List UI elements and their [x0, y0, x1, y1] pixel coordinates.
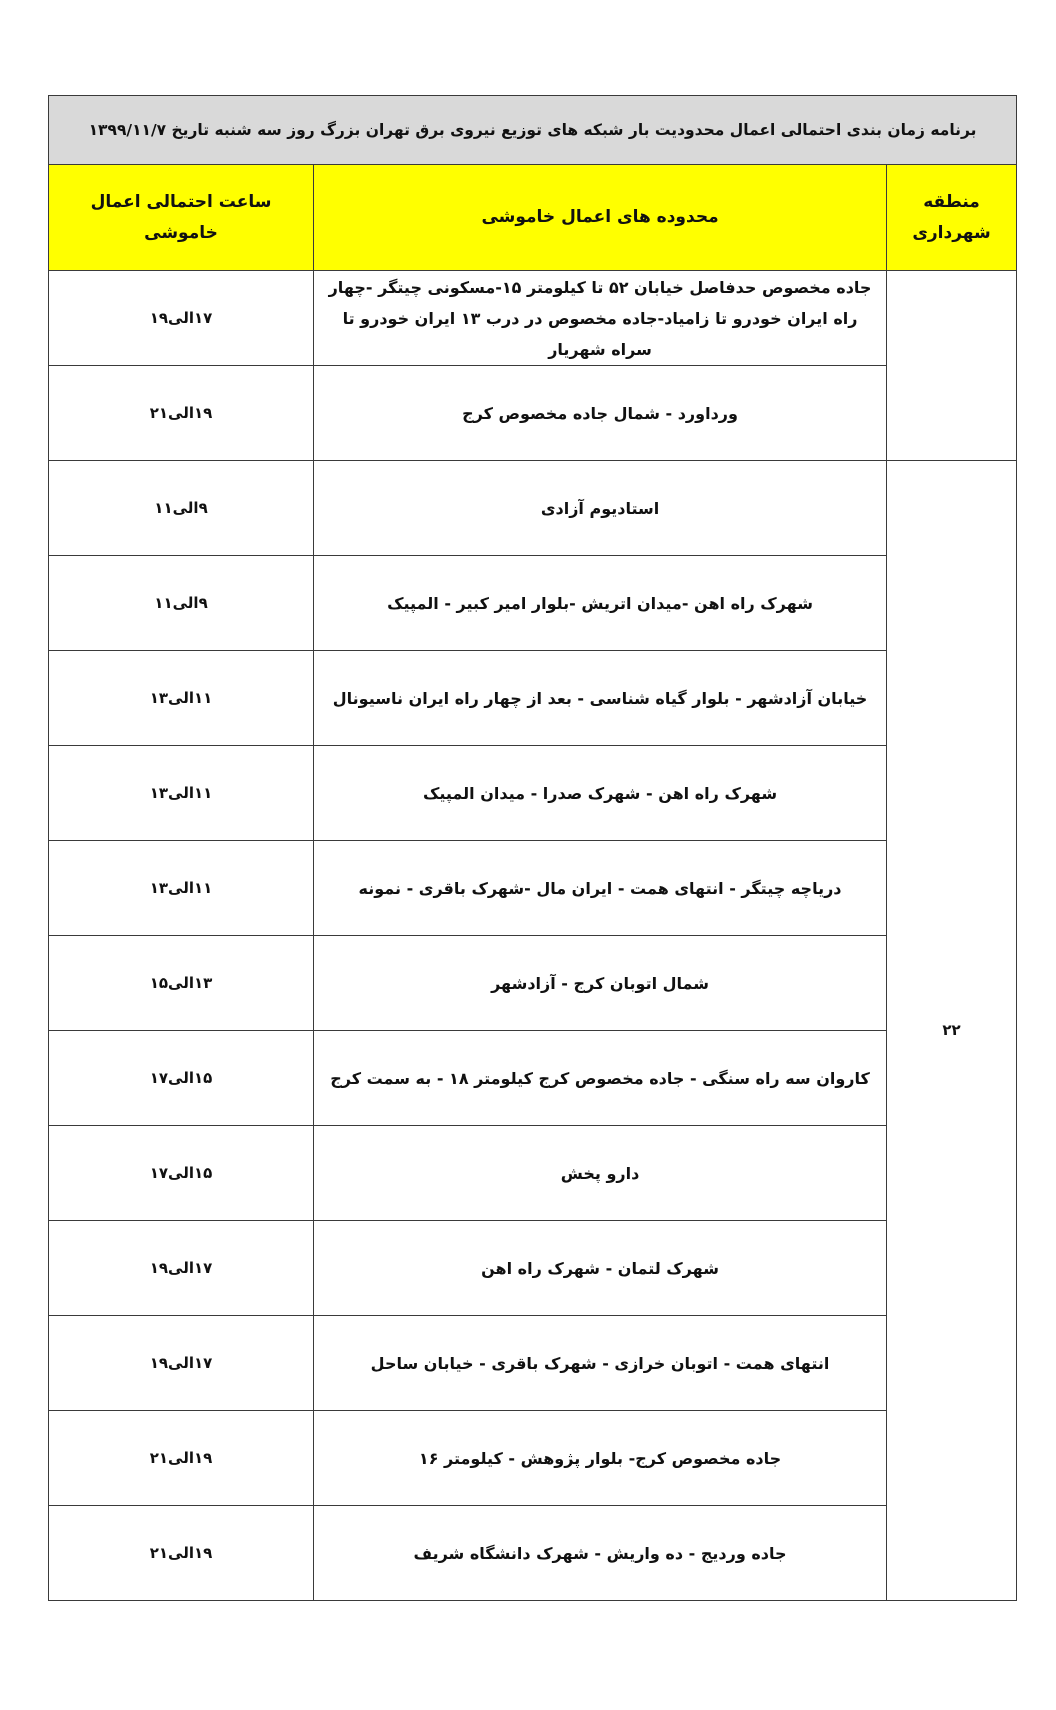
- time-cell: ۱۳الی۱۵: [49, 936, 314, 1031]
- time-cell: ۹الی۱۱: [49, 556, 314, 651]
- table-row: [49, 1506, 1017, 1601]
- title-row: [49, 96, 1017, 165]
- time-cell: ۹الی۱۱: [49, 461, 314, 556]
- table-row: [49, 841, 1017, 936]
- table-row: [49, 746, 1017, 841]
- area-cell: کاروان سه راه سنگی - جاده مخصوص کرج کیلومتر ۱۸ - به سمت کرج: [314, 1031, 887, 1126]
- time-column-header: ساعت احتمالی اعمال خاموشی: [49, 165, 314, 271]
- table-row: [49, 936, 1017, 1031]
- area-cell: شهرک راه اهن - شهرک صدرا - میدان المپیک: [314, 746, 887, 841]
- table-title: برنامه زمان بندی احتمالی اعمال محدودیت بار شبکه های توزیع نیروی برق تهران بزرگ روز سه شنبه تاریخ ۱۳۹۹/۱۱/۷: [49, 96, 1017, 165]
- table-row: [49, 366, 1017, 461]
- area-cell: دریاچه چیتگر - انتهای همت - ایران مال -شهرک باقری - نمونه: [314, 841, 887, 936]
- table-row: [49, 1126, 1017, 1221]
- table-row: [49, 461, 1017, 556]
- area-cell: شهرک راه اهن -میدان اتریش -بلوار امیر کبیر - المپیک: [314, 556, 887, 651]
- area-cell: دارو پخش: [314, 1126, 887, 1221]
- time-cell: ۱۵الی۱۷: [49, 1126, 314, 1221]
- time-cell: ۱۹الی۲۱: [49, 1506, 314, 1601]
- time-cell: ۱۱الی۱۳: [49, 651, 314, 746]
- table-row: [49, 556, 1017, 651]
- area-cell: ورداورد - شمال جاده مخصوص کرج: [314, 366, 887, 461]
- area-cell: شهرک لتمان - شهرک راه اهن: [314, 1221, 887, 1316]
- time-cell: ۱۱الی۱۳: [49, 746, 314, 841]
- area-cell: شمال اتوبان کرج - آزادشهر: [314, 936, 887, 1031]
- area-cell: جاده وردیج - ده واریش - شهرک دانشگاه شریف: [314, 1506, 887, 1601]
- table-row: [49, 1221, 1017, 1316]
- time-cell: ۱۱الی۱۳: [49, 841, 314, 936]
- area-cell: جاده مخصوص کرج- بلوار پژوهش - کیلومتر ۱۶: [314, 1411, 887, 1506]
- outage-schedule-table: [48, 95, 1017, 1601]
- table-row: [49, 1316, 1017, 1411]
- area-column-header: محدوده های اعمال خاموشی: [314, 165, 887, 271]
- time-cell: ۱۵الی۱۷: [49, 1031, 314, 1126]
- time-cell: ۱۷الی۱۹: [49, 1221, 314, 1316]
- table-row: [49, 1031, 1017, 1126]
- time-cell: ۱۹الی۲۱: [49, 366, 314, 461]
- region-column-header: منطقه شهرداری: [887, 165, 1017, 271]
- table-row: [49, 1411, 1017, 1506]
- time-cell: ۱۹الی۲۱: [49, 1411, 314, 1506]
- header-row: [49, 165, 1017, 271]
- area-cell: انتهای همت - اتوبان خرازی - شهرک باقری - خیابان ساحل: [314, 1316, 887, 1411]
- table-row: [49, 651, 1017, 746]
- area-cell: استادیوم آزادی: [314, 461, 887, 556]
- time-cell: ۱۷الی۱۹: [49, 271, 314, 366]
- time-cell: ۱۷الی۱۹: [49, 1316, 314, 1411]
- region-cell: [887, 271, 1017, 461]
- area-cell: جاده مخصوص حدفاصل خیابان ۵۲ تا کیلومتر ۱۵-مسکونی چیتگر -چهار راه ایران خودرو تا زامیاد-جاده مخصوص در درب ۱۳ ایران خودرو تا سراه شهریار: [314, 271, 887, 366]
- area-cell: خیابان آزادشهر - بلوار گیاه شناسی - بعد از چهار راه ایران ناسیونال: [314, 651, 887, 746]
- region-cell: ۲۲: [887, 461, 1017, 1601]
- table-row: [49, 271, 1017, 366]
